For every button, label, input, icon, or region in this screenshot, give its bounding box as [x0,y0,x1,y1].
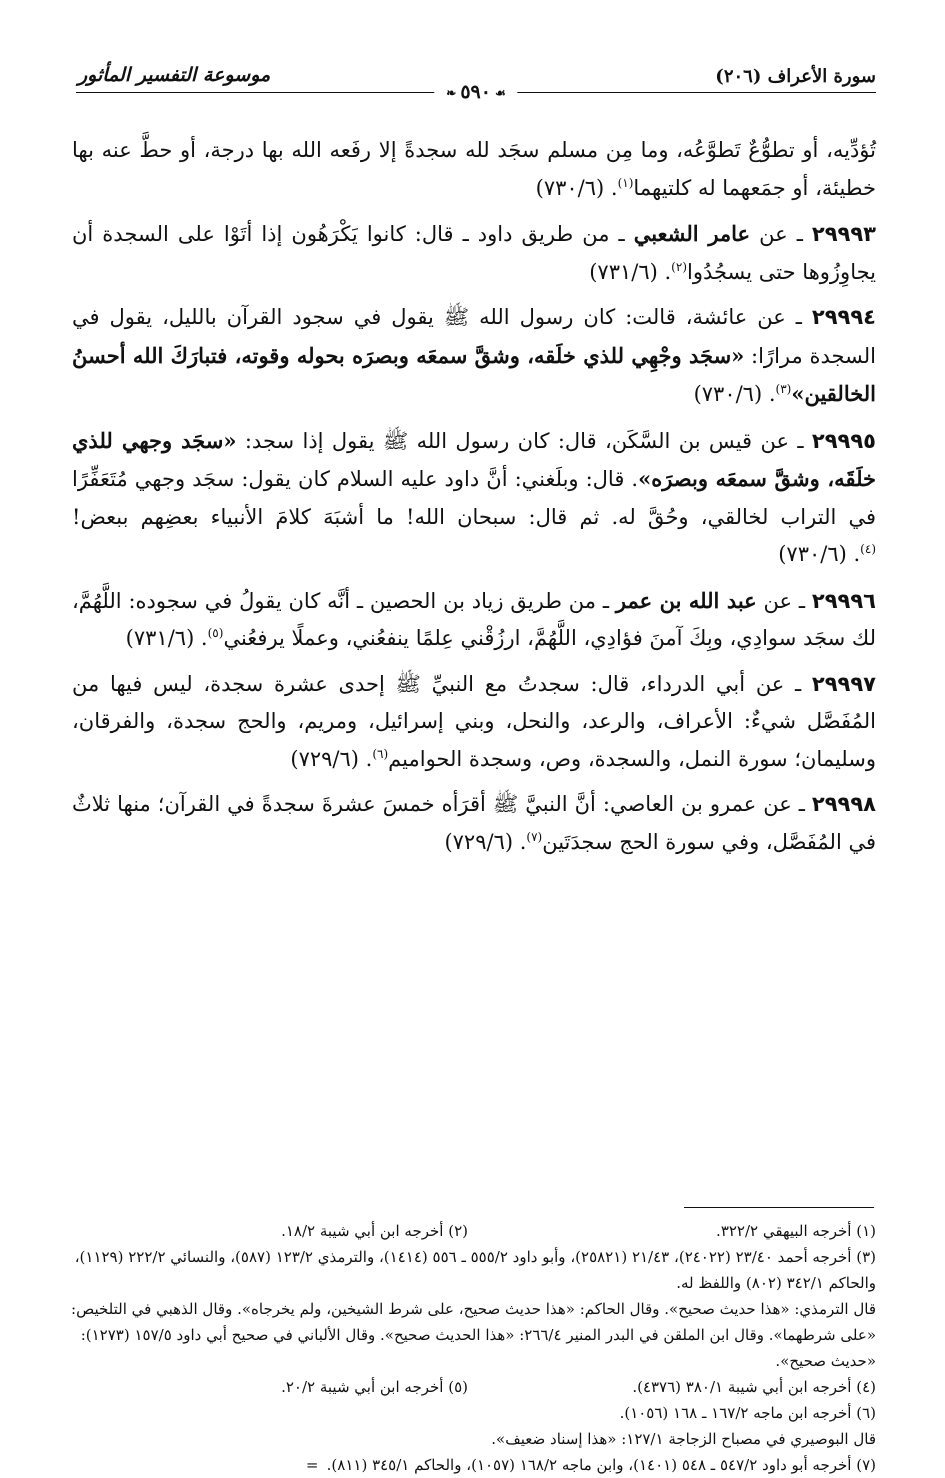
footnote-separator [684,1207,874,1208]
footnote-3: (٣) أخرجه أحمد ٢٣/٤٠ (٢٤٠٢٢)، ٢١/٤٣ (٢٥٨٢١)، وأبو داود ٥٥٥/٢ ـ ٥٥٦ (١٤١٤)، والترمذي ١٢٣/٢ (٥٨٧)، والنسائي ٢٢٢/٢ (١١٢٩)، والحاكم ٣٤٢/١ (٨٠٢) واللفظ له. [74,1248,876,1292]
footnote-6-note: قال البوصيري في مصباح الزجاجة ١٢٧/١: «هذا إسناد ضعيف». [491,1430,876,1448]
paragraph-continuation: تُؤدِّيه، أو تطوُّعٌ تَطوَّعُه، وما مِن مسلم سجَد لله سجدةً إلا رفَعه الله بها درجة، أو حطَّ عنه بها خطيئة، أو جمَعهما له كلتيهما$^{(١)}$. (٧٣٠/٦) [72,138,876,200]
surah-title: سورة الأعراف (٢٠٦) [715,66,876,87]
footnote-marker: (٥) [207,626,224,640]
quoted-text: «سجَد وجهي للذي خلَقَه، وشقَّ سمعَه وبصرَه» [72,427,876,491]
continuation-mark: = [305,1456,319,1474]
running-header [76,62,876,106]
book-title: موسوعة التفسير المأثور [78,64,271,86]
source-ref: . (٧٢٩/٦) [444,829,527,854]
entry-number: ٢٩٩٩٥ [811,428,876,453]
footnote-marker: (١) [617,175,634,190]
narrator-name: عامر الشعبي [633,221,751,246]
footnote-1: (١) أخرجه البيهقي ٣٢٢/٢. [716,1222,876,1240]
quoted-text: «سجَد وجْهِي للذي خلَقه، وشقَّ سمعَه وبصرَه بحوله وقوته، فتبارَكَ الله أحسنُ الخالقين» [72,342,876,406]
footnote-2: (٢) أخرجه ابن أبي شيبة ١٨/٢. [281,1222,468,1240]
footnote-6: (٦) أخرجه ابن ماجه ١٦٧/٢ ـ ١٦٨ (١٠٥٦). [619,1404,876,1422]
footnote-3-note: قال الترمذي: «هذا حديث صحيح». وقال الحاكم: «هذا حديث صحيح، على شرط الشيخين، ولم يخرجاه». وقال الذهبي في التلخيص: «على شرطهما». وقال ابن الملقن في البدر المنير ٢٦٦/٤: «هذا الحديث صحيح». وقال الألباني في صحيح أبي داود ١٥٧/٥ (١٢٧٣): «حديث صحيح». [71,1300,876,1370]
footnote-row [60,1374,876,1400]
footnote-marker: (٤) [860,542,876,556]
page-number: ٥٩٠ [460,81,491,103]
footnote-row [60,1218,876,1244]
entry-number: ٢٩٩٩٨ [811,792,876,816]
footnote-marker: (٢) [671,259,687,274]
source-ref: . (٧٣٠/٦) [778,542,861,566]
hadith-entry: ٢٩٩٩٤ ـ عن عائشة، قالت: كان رسول الله ﷺ يقول في سجود القرآن بالليل، يقول في السجدة مرارًا: «سجَد وجْهِي للذي خلَقه، وشقَّ سمعَه وبصرَه بحوله وقوته، فتبارَكَ الله أحسنُ الخالقين»$^{(٣)}$. (٧٣٠/٦) [72,305,876,406]
source-ref: . (٧٣١/٦) [125,626,208,650]
hadith-entry: ٢٩٩٩٥ ـ عن قيس بن السَّكَن، قال: كان رسول الله ﷺ يقول إذا سجد: «سجَد وجهي للذي خلَقَه، وشقَّ سمعَه وبصرَه». قال: وبلَغني: أنَّ داود عليه السلام كان يقول: سجَد وجهي مُتَعَفِّرًا في التراب لخالقي، وحُقَّ له. ثم قال: سبحان الله! ما أشبَهَ كلامَ الأنبياء بعضِهم ببعض!$^{(٤)}$. (٧٣٠/٦) [72,427,876,566]
ornament-icon: ❧ [446,86,457,100]
hadith-entry: ٢٩٩٩٦ ـ عن عبد الله بن عمر ـ من طريق زياد بن الحصين ـ أنَّه كان يقولُ في سجوده: اللَّهُمَّ، لك سجَد سوادِي، وبِكَ آمنَ فؤادِي، اللَّهُمَّ، ارزُقْني عِلمًا ينفعُني، وعملًا يرفعُني$^{(٥)}$. (٧٣١/٦) [72,587,876,650]
hadith-entry: ٢٩٩٩٧ ـ عن أبي الدرداء، قال: سجدتُ مع النبيِّ ﷺ إحدى عشرة سجدة، ليس فيها من المُفَصَّل شيءٌ: الأعراف، والرعد، والنحل، وبني إسرائيل، ومريم، والحج سجدة، والفرقان، وسليمان؛ سورة النمل، والسجدة، وص، وسجدة الحواميم$^{(٦)}$. (٧٢٩/٦) [72,671,876,771]
entry-number: ٢٩٩٩٣ [811,222,876,246]
main-text [72,132,876,869]
entry-number: ٢٩٩٩٧ [811,671,876,696]
footnote-5: (٥) أخرجه ابن أبي شيبة ٢٠/٢. [281,1378,468,1396]
hadith-entry: ٢٩٩٩٣ ـ عن عامر الشعبي ـ من طريق داود ـ قال: كانوا يَكْرَهُون إذا أتَوْا على السجدة أن يجاوِزُوها حتى يسجُدُوا$^{(٢)}$. (٧٣١/٦) [72,221,876,284]
footnote-7: (٧) أخرجه أبو داود ٥٤٧/٢ ـ ٥٤٨ (١٤٠١)، وابن ماجه ١٦٨/٢ (١٠٥٧)، والحاكم ٣٤٥/١ (٨١١). = [60,1452,876,1478]
entry-number: ٢٩٩٩٤ [811,305,876,329]
narrator-name: عبد الله بن عمر [615,587,757,613]
footnote-4: (٤) أخرجه ابن أبي شيبة ٣٨٠/١ (٤٣٧٦). [632,1378,876,1396]
source-ref: . (٧٣٠/٦) [693,382,776,406]
ornament-icon: ☙ [494,86,506,100]
footnote-marker: (٦) [372,746,389,761]
source-ref: . (٧٣١/٦) [589,259,672,284]
footnotes [60,1218,876,1478]
source-ref: . (٧٢٩/٦) [290,746,373,771]
entry-number: ٢٩٩٩٦ [811,588,876,613]
page-number-block [434,81,517,103]
footnote-marker: (٣) [775,382,792,396]
footnote-marker: (٧) [526,829,543,844]
source-ref: . (٧٣٠/٦) [535,175,618,200]
hadith-entry: ٢٩٩٩٨ ـ عن عمرو بن العاصي: أنَّ النبيَّ ﷺ أقرَأه خمسَ عشرةَ سجدةً في القرآن؛ منها ثلاثٌ في المُفَصَّل، وفي سورة الحج سجدَتَين$^{(٧)}$. (٧٢٩/٦) [72,792,876,854]
